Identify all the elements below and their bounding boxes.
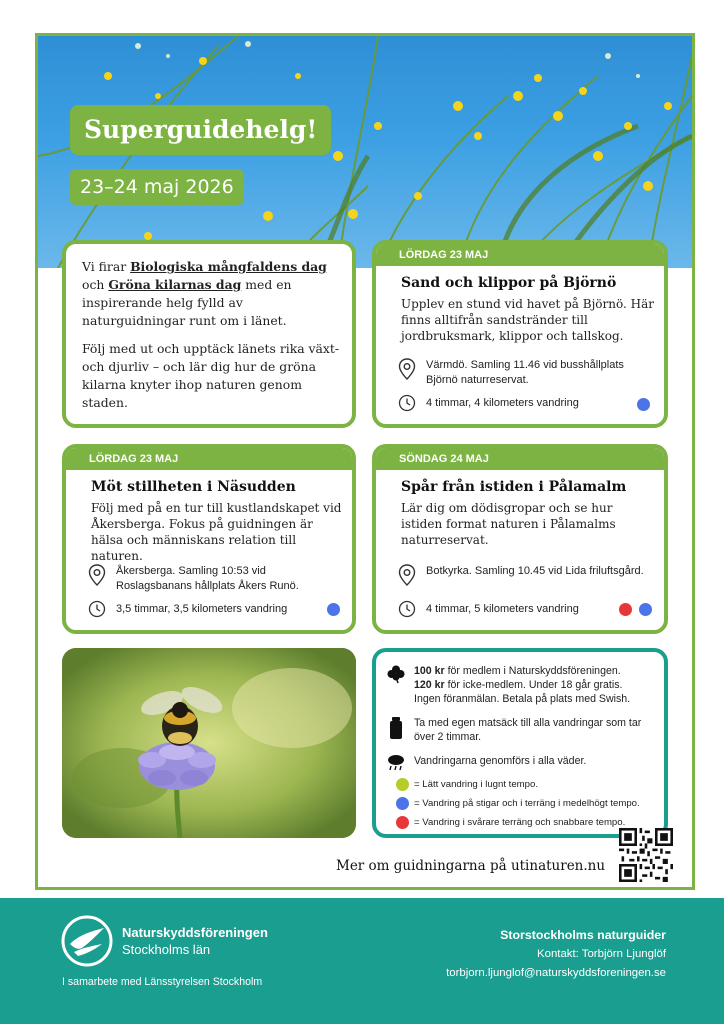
food-text: Ta med egen matsäck till alla vandringar som tar över 2 timmar. xyxy=(414,717,642,743)
event-duration xyxy=(88,600,342,618)
event-title: Spår från istiden i Pålamalm xyxy=(401,479,627,495)
difficulty-medium-dot xyxy=(639,603,652,616)
intro-paragraph-2: Följ med ut och upptäck länets rika växt- och djurliv – och lär dig hur de gröna kilarna knyter ihop naturen genom staden. xyxy=(82,341,340,410)
location-pin-icon xyxy=(88,564,106,586)
organization-name xyxy=(122,924,268,958)
org-name: Naturskyddsföreningen xyxy=(122,925,268,940)
poster-frame xyxy=(35,33,695,890)
intro-text: med en inspirerande helg fylld av naturguidningar runt om i länet. xyxy=(82,277,292,328)
event-description: Lär dig om dödisgropar och se hur istiden format naturen i Pålamalms naturreservat. xyxy=(401,501,616,547)
event-duration xyxy=(398,394,654,412)
intro-text: och xyxy=(82,277,109,292)
non-member-price: 120 kr xyxy=(414,679,445,691)
intro-text: Vi firar xyxy=(82,259,131,274)
weather-text: Vandringarna genomförs i alla väder. xyxy=(414,755,587,767)
event-card-nasudden xyxy=(62,444,356,634)
event-day: LÖRDAG 23 MAJ xyxy=(376,244,664,266)
bumblebee-photo xyxy=(62,648,356,838)
event-location xyxy=(88,564,342,594)
qr-code-icon[interactable] xyxy=(619,828,673,882)
event-day: LÖRDAG 23 MAJ xyxy=(66,448,352,470)
legend-medium-text: = Vandring på stigar och i terräng i medelhögt tempo. xyxy=(414,798,640,809)
difficulty-medium-dot xyxy=(637,398,650,411)
difficulty-medium-dot xyxy=(327,603,340,616)
location-pin-icon xyxy=(398,358,416,380)
info-box xyxy=(372,648,668,838)
contact-block xyxy=(446,926,666,983)
biodiversity-day-link[interactable]: Biologiska mångfaldens dag xyxy=(130,259,327,274)
guides-name: Storstockholms naturguider xyxy=(500,928,666,942)
intro-paragraph-1 xyxy=(82,258,342,330)
legend-easy-text: = Lätt vandring i lugnt tempo. xyxy=(414,779,538,790)
location-text: Botkyrka. Samling 10.45 vid Lida friluftsgård. xyxy=(426,565,644,577)
member-price-label: för medlem i Naturskyddsföreningen. xyxy=(444,665,621,677)
intro-card xyxy=(62,240,356,428)
non-member-price-label: för icke-medlem. Under 18 går gratis. xyxy=(444,679,623,691)
event-card-palamalm xyxy=(372,444,668,634)
clock-icon xyxy=(88,600,106,618)
event-title: Sand och klippor på Björnö xyxy=(401,275,617,291)
location-pin-icon xyxy=(398,564,416,586)
duration-text: 4 timmar, 5 kilometers vandring xyxy=(426,603,579,615)
event-location xyxy=(398,358,654,388)
difficulty-hard-dot xyxy=(619,603,632,616)
hero-image xyxy=(38,36,692,268)
event-dates: 23–24 maj 2026 xyxy=(70,169,244,205)
thermos-icon xyxy=(386,716,406,740)
clover-icon xyxy=(386,664,406,684)
difficulty-easy-dot xyxy=(396,778,409,791)
event-description: Upplev en stund vid havet på Björnö. Här finns alltifrån sandstränder till jordbruksmark, klippor och tallskog. xyxy=(401,297,654,343)
duration-text: 4 timmar, 4 kilometers vandring xyxy=(426,397,579,409)
price-text xyxy=(414,664,630,706)
clock-icon xyxy=(398,600,416,618)
org-region: Stockholms län xyxy=(122,942,211,957)
collaboration-note: I samarbete med Länsstyrelsen Stockholm xyxy=(62,976,263,988)
location-text: Värmdö. Samling 11.46 vid busshållplats Björnö naturreservat. xyxy=(426,359,624,386)
event-location xyxy=(398,564,654,594)
weather-info xyxy=(386,754,658,770)
contact-email[interactable]: torbjorn.ljunglof@naturskyddsforeningen.se xyxy=(446,967,666,979)
event-duration xyxy=(398,600,654,618)
difficulty-hard-dot xyxy=(396,816,409,829)
duration-text: 3,5 timmar, 3,5 kilometers vandring xyxy=(116,603,288,615)
event-title: Superguidehelg! xyxy=(70,105,331,155)
location-text: Åkersberga. Samling 10:53 vid Roslagsbanans hållplats Åkers Runö. xyxy=(116,565,299,592)
event-day: SÖNDAG 24 MAJ xyxy=(376,448,664,470)
member-price: 100 kr xyxy=(414,665,445,677)
more-info-link[interactable]: Mer om guidningarna på utinaturen.nu xyxy=(336,858,606,874)
bumblebee-on-flower-illustration xyxy=(62,648,356,838)
footer xyxy=(0,898,724,1024)
green-wedges-day-link[interactable]: Gröna kilarnas dag xyxy=(108,277,242,292)
event-card-bjorno xyxy=(372,240,668,428)
legend-hard-text: = Vandring i svårare terräng och snabbare tempo. xyxy=(414,817,626,828)
rain-cloud-icon xyxy=(386,754,406,772)
clock-icon xyxy=(398,394,416,412)
event-title: Möt stillheten i Näsudden xyxy=(91,479,296,495)
event-description: Följ med på en tur till kustlandskapet vid Åkersberga. Fokus på guidningen är hälsa och människans relation till naturen. xyxy=(91,501,342,563)
contact-person: Kontakt: Torbjörn Ljunglöf xyxy=(537,948,666,960)
food-info xyxy=(386,716,658,746)
price-info xyxy=(386,664,658,708)
naturskyddsforeningen-logo-icon xyxy=(60,914,114,968)
difficulty-medium-dot xyxy=(396,797,409,810)
payment-note: Ingen föranmälan. Betala på plats med Swish. xyxy=(414,693,631,705)
